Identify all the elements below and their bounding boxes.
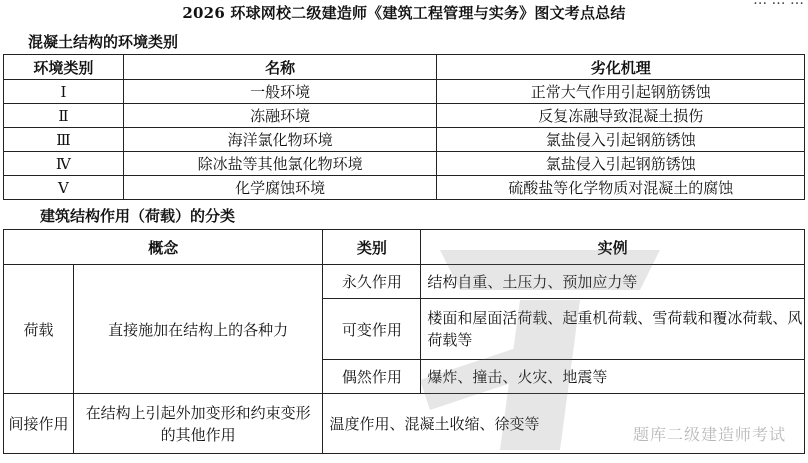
concept-definition-cell: 直接施加在结构上的各种力 (73, 265, 323, 394)
environment-category-table (3, 54, 805, 200)
top-fragment: … … … (753, 0, 804, 8)
env-name-cell: 一般环境 (123, 80, 437, 104)
indirect-example-cell: 温度作用、混凝土收缩、徐变等 (323, 394, 805, 454)
column-header: 名称 (123, 55, 437, 80)
table-row (4, 104, 805, 128)
deterioration-cell: 反复冻融导致混凝土损伤 (437, 104, 805, 128)
concept-name-cell: 荷载 (4, 265, 74, 394)
section-heading-env: 混凝土结构的环境类别 (28, 33, 179, 51)
env-category-cell: Ⅰ (4, 80, 124, 104)
page-title: 2026 环球网校二级建造师《建筑工程管理与实务》图文考点总结 (182, 4, 626, 22)
load-type-cell: 永久作用 (323, 265, 421, 299)
table-row (4, 80, 805, 104)
env-name-cell: 冻融环境 (123, 104, 437, 128)
env-category-cell: Ⅲ (4, 128, 124, 152)
load-type-cell: 偶然作用 (323, 360, 421, 394)
table-row (4, 176, 805, 200)
concept-definition-cell: 在结构上引起外加变形和约束变形的其他作用 (73, 394, 323, 454)
load-classification-table (3, 229, 805, 454)
load-example-cell: 结构自重、土压力、预加应力等 (421, 265, 805, 299)
env-category-cell: Ⅴ (4, 176, 124, 200)
load-type-cell: 可变作用 (323, 299, 421, 360)
column-header: 环境类别 (4, 55, 124, 80)
table-row (4, 128, 805, 152)
table-row (4, 265, 805, 299)
deterioration-cell: 氯盐侵入引起钢筋锈蚀 (437, 128, 805, 152)
column-header: 实例 (421, 230, 805, 265)
env-name-cell: 海洋氯化物环境 (123, 128, 437, 152)
table-row (4, 152, 805, 176)
env-name-cell: 化学腐蚀环境 (123, 176, 437, 200)
env-category-cell: Ⅳ (4, 152, 124, 176)
load-example-cell: 爆炸、撞击、火灾、地震等 (421, 360, 805, 394)
column-header: 类别 (323, 230, 421, 265)
concept-name-cell: 间接作用 (4, 394, 74, 454)
deterioration-cell: 氯盐侵入引起钢筋锈蚀 (437, 152, 805, 176)
table-header-row (4, 230, 805, 265)
table-header-row (4, 55, 805, 80)
deterioration-cell: 硫酸盐等化学物质对混凝土的腐蚀 (437, 176, 805, 200)
column-header: 劣化机理 (437, 55, 805, 80)
section-heading-load: 建筑结构作用（荷载）的分类 (40, 207, 236, 225)
env-name-cell: 除冰盐等其他氯化物环境 (123, 152, 437, 176)
column-header: 概念 (4, 230, 323, 265)
load-example-cell: 楼面和屋面活荷载、起重机荷载、雪荷载和覆冰荷载、风荷载等 (421, 299, 805, 360)
deterioration-cell: 正常大气作用引起钢筋锈蚀 (437, 80, 805, 104)
watermark-text: 题库二级建造师考试 (632, 425, 786, 444)
env-category-cell: Ⅱ (4, 104, 124, 128)
